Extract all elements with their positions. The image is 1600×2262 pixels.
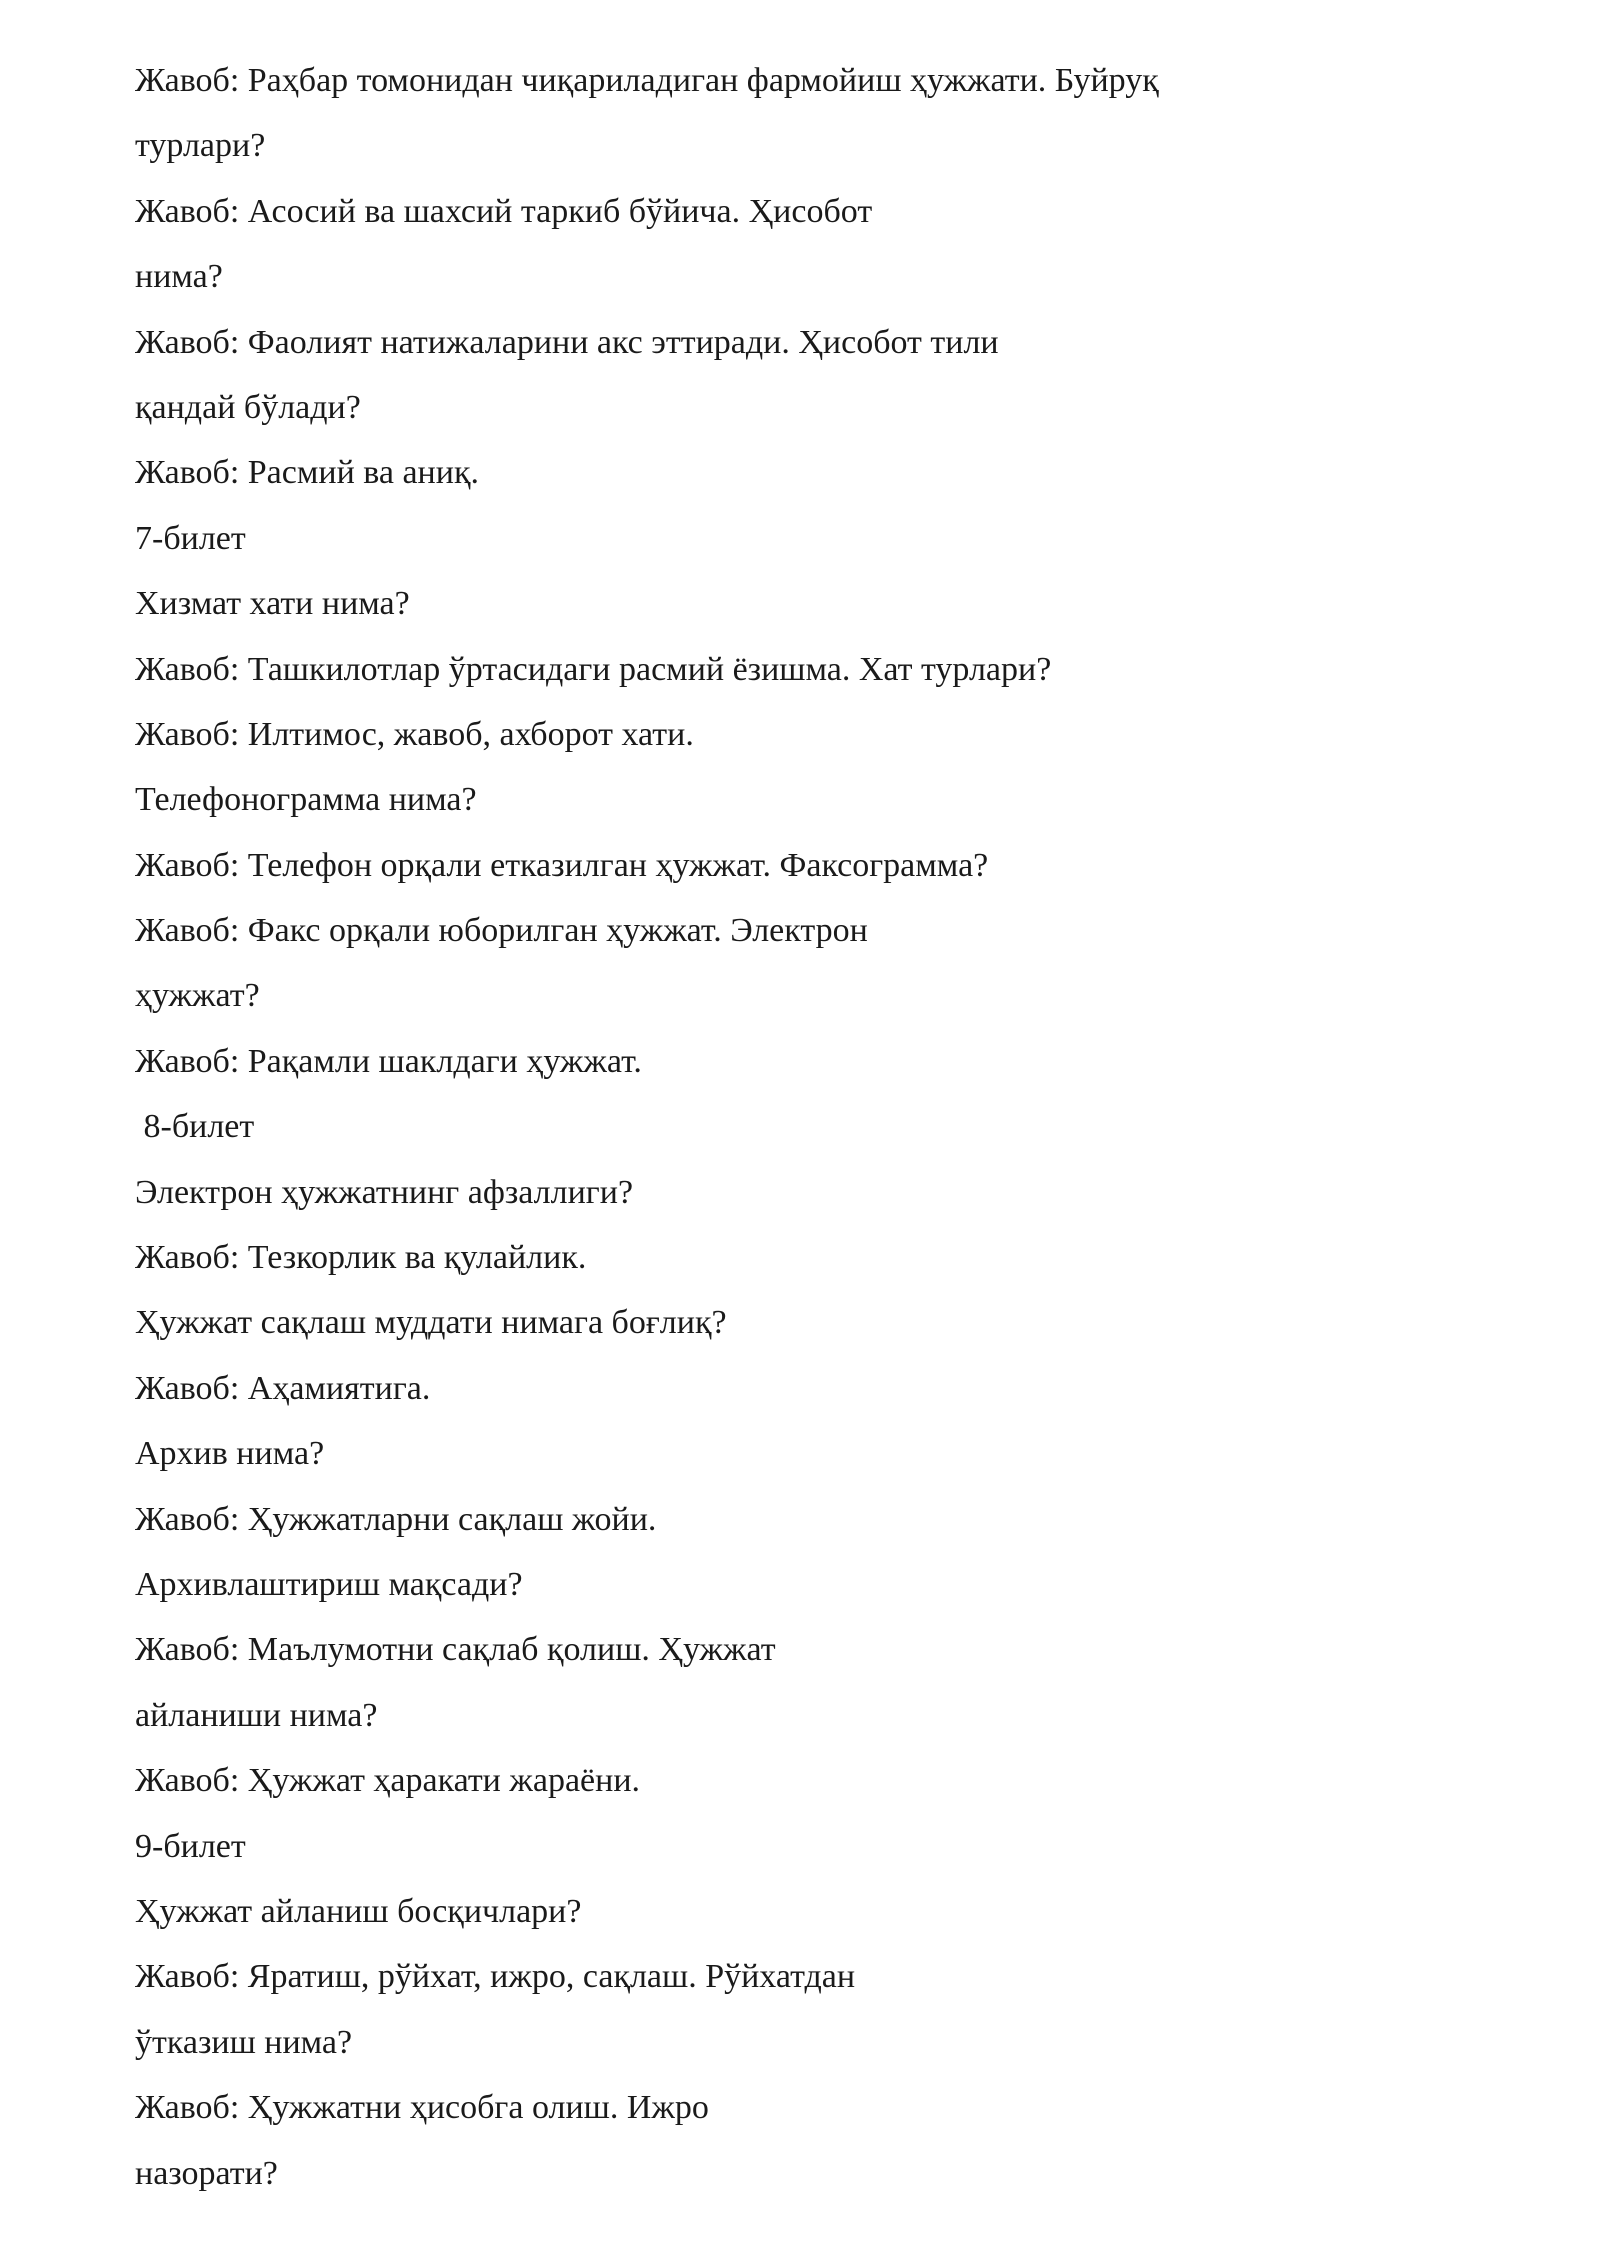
text-line: Жавоб: Раҳбар томонидан чиқариладиган фармойиш ҳужжати. Буйруқ xyxy=(135,62,1159,99)
text-line: Жавоб: Аҳамиятига. xyxy=(135,1369,431,1407)
text-line: қандай бўлади? xyxy=(135,388,361,426)
text-line: Телефонограмма нима? xyxy=(135,781,477,819)
text-line: Жавоб: Маълумотни сақлаб қолиш. Ҳужжат xyxy=(135,1631,776,1669)
text-line: Жавоб: Рақамли шаклдаги ҳужжат. xyxy=(135,1042,642,1080)
text-line: Хизмат хати нима? xyxy=(135,585,410,623)
text-line: Жавоб: Фаолият натижаларини акс эттиради. Ҳисобот тили xyxy=(135,323,999,361)
text-line: 7-билет xyxy=(135,519,246,557)
text-line: Жавоб: Телефон орқали етказилган ҳужжат. Факсограмма? xyxy=(135,846,989,884)
text-line: Жавоб: Ташкилотлар ўртасидаги расмий ёзишма. Хат турлари? xyxy=(135,650,1052,688)
text-line: ҳужжат? xyxy=(135,977,260,1015)
text-line: 9-билет xyxy=(135,1827,246,1865)
text-line: Электрон ҳужжатнинг афзаллиги? xyxy=(135,1173,634,1211)
text-line: назорати? xyxy=(135,2154,278,2192)
text-body xyxy=(135,53,1515,2211)
text-line: Жавоб: Илтимос, жавоб, ахборот хати. xyxy=(135,715,694,753)
text-line: Ҳужжат сақлаш муддати нимага боғлиқ? xyxy=(135,1304,727,1342)
text-line: 8-билет xyxy=(135,1108,255,1146)
text-line: нима? xyxy=(135,258,223,296)
text-line: Жавоб: Ҳужжатни ҳисобга олиш. Ижро xyxy=(135,2089,709,2127)
text-line: Жавоб: Расмий ва аниқ. xyxy=(135,454,479,492)
text-line: Ҳужжат айланиш босқичлари? xyxy=(135,1892,582,1930)
text-line: Жавоб: Ҳужжат ҳаракати жараёни. xyxy=(135,1762,641,1800)
text-line: ўтказиш нима? xyxy=(135,2023,353,2061)
text-line: Жавоб: Асосий ва шахсий таркиб бўйича. Ҳисобот xyxy=(135,192,873,230)
text-line: айланиши нима? xyxy=(135,1696,378,1734)
text-line: Жавоб: Яратиш, рўйхат, ижро, сақлаш. Рўйхатдан xyxy=(135,1958,856,1996)
text-line: турлари? xyxy=(135,127,266,165)
text-line: Жавоб: Факс орқали юборилган ҳужжат. Электрон xyxy=(135,912,868,950)
text-line: Жавоб: Ҳужжатларни сақлаш жойи. xyxy=(135,1500,657,1538)
text-line: Архив нима? xyxy=(135,1435,325,1473)
text-line: Жавоб: Тезкорлик ва қулайлик. xyxy=(135,1239,587,1277)
text-line: Архивлаштириш мақсади? xyxy=(135,1565,523,1603)
